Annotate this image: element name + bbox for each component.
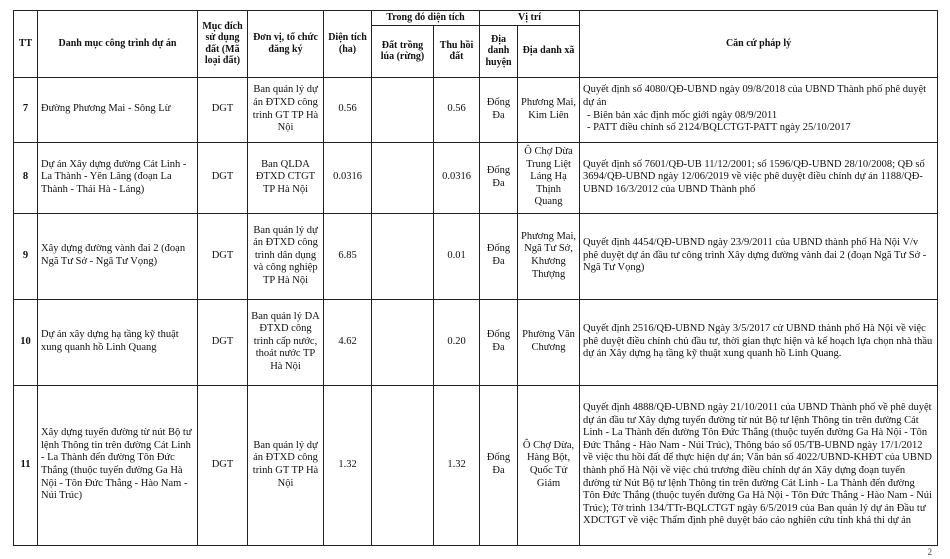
project-name: Xây dựng đường vành đai 2 (đoạn Ngã Tư Sở - Ngã Tư Vọng) xyxy=(38,213,198,299)
table-row xyxy=(14,77,938,142)
header-location: Vị trí xyxy=(480,11,580,26)
legal-basis-line: Quyết định 4888/QĐ-UBND ngày 21/10/2011 của UBND Thành phố về phê duyệt dự án đầu tư Xây dựng tuyến đường từ nút Bộ tư lệnh Thông tin trên đường Cát Linh - La Thành đến đường Tôn Đức Thắng (thuộc tuyến đường Ga Hà Nội - Tôn Đức Thắng - Hào Nam - Núi Trúc), Thông báo số 05/TB-UBND ngày 17/1/2012 về việc thu hồi đất để thực hiện dự án; Văn bản số 4022/UBND-KHĐT của UBND thành phố Hà Nội về việc chủ trương điều chỉnh dự án Xây dựng đoạn tuyến đường từ Nút Bộ tư lệnh Thông tin trên đường Cát Linh - La Thành đến đường Tôn Đức Thắng (thuộc tuyến đường Ga Hà Nội - Tôn Đức Thắng - Hào Nam - Núi Trúc); Tờ trình 134/TTr-BQLCTGT ngày 6/5/2019 của Ban quản lý dự án Đầu tư XDCTGT về việc Thẩm định phê duyệt báo cáo nghiên cứu tính khả thi dự án xyxy=(583,402,933,527)
district-name: Đống Đa xyxy=(480,142,518,213)
ward-name: Ô Chợ Dừa, Hàng Bột, Quốc Tử Giám xyxy=(518,385,580,545)
table-row xyxy=(14,142,938,213)
rice-land-value xyxy=(372,385,434,545)
legal-basis-line: - Biên bản xác định mốc giới ngày 08/9/2011 xyxy=(587,109,778,121)
legal-basis-line: Quyết định số 4080/QĐ-UBND ngày 09/8/2018 của UBND Thành phố phê duyệt dự án xyxy=(583,84,927,108)
district-name: Đống Đa xyxy=(480,299,518,385)
row-number: 9 xyxy=(14,213,38,299)
table-row xyxy=(14,299,938,385)
legal-basis xyxy=(580,142,938,213)
header-within-area: Trong đó diện tích xyxy=(372,11,480,26)
project-name: Đường Phương Mai - Sông Lừ xyxy=(38,77,198,142)
recovered-land-value: 0.0316 xyxy=(434,142,480,213)
registering-unit: Ban quản lý DA ĐTXD công trình cấp nước, thoát nước TP Hà Nội xyxy=(248,299,324,385)
row-number: 10 xyxy=(14,299,38,385)
land-purpose-code: DGT xyxy=(198,213,248,299)
table-row xyxy=(14,213,938,299)
land-purpose-code: DGT xyxy=(198,142,248,213)
header-ward: Địa danh xã xyxy=(518,25,580,77)
header-unit: Đơn vị, tổ chức đăng ký xyxy=(248,11,324,78)
area-value: 1.32 xyxy=(324,385,372,545)
registering-unit: Ban QLDA ĐTXD CTGT TP Hà Nội xyxy=(248,142,324,213)
project-name: Dự án xây dựng hạ tầng kỹ thuật xung quanh hồ Linh Quang xyxy=(38,299,198,385)
legal-basis-line: Quyết định 2516/QĐ-UBND Ngày 3/5/2017 cử UBND thành phố Hà Nội về việc phê duyệt điều chỉnh chủ đầu tư, thời gian thực hiện và kế hoạch lựa chọn nhà thầu dự án Xây dựng hạ tầng kỹ thuật xung quanh hồ Linh Quang. xyxy=(583,323,933,360)
header-project: Danh mục công trình dự án xyxy=(38,11,198,78)
row-number: 8 xyxy=(14,142,38,213)
header-purpose: Mục đích sử dụng đất (Mã loại đất) xyxy=(198,11,248,78)
ward-name: Phương Mai, Kim Liên xyxy=(518,77,580,142)
header-rice-land: Đất trồng lúa (rừng) xyxy=(372,25,434,77)
area-value: 4.62 xyxy=(324,299,372,385)
row-number: 7 xyxy=(14,77,38,142)
district-name: Đống Đa xyxy=(480,213,518,299)
header-legal-basis: Căn cứ pháp lý xyxy=(580,11,938,78)
land-purpose-code: DGT xyxy=(198,385,248,545)
registering-unit: Ban quản lý dự án ĐTXD công trình GT TP Hà Nội xyxy=(248,385,324,545)
recovered-land-value: 0.20 xyxy=(434,299,480,385)
registering-unit: Ban quản lý dự án ĐTXD công trình GT TP Hà Nội xyxy=(248,77,324,142)
rice-land-value xyxy=(372,77,434,142)
page-mark: 2 xyxy=(927,547,932,557)
ward-name: Phương Mai, Ngã Tư Sở, Khương Thượng xyxy=(518,213,580,299)
district-name: Đống Đa xyxy=(480,77,518,142)
land-purpose-code: DGT xyxy=(198,299,248,385)
land-use-table-sheet xyxy=(13,10,937,546)
legal-basis xyxy=(580,385,938,545)
header-district: Địa danh huyện xyxy=(480,25,518,77)
rice-land-value xyxy=(372,213,434,299)
legal-basis xyxy=(580,299,938,385)
recovered-land-value: 0.01 xyxy=(434,213,480,299)
header-tt: TT xyxy=(14,11,38,78)
legal-basis-line: Quyết định 4454/QĐ-UBND ngày 23/9/2011 của UBND thành phố Hà Nội V/v phê duyệt dự án đầu tư công trình Xây dựng đường vành đai 2 (đoạn Ngã Tư Sở - Ngã Tư Vọng) xyxy=(583,237,927,274)
legal-basis-line: - PATT điều chỉnh số 2124/BQLCTGT-PATT ngày 25/10/2017 xyxy=(587,122,851,134)
header-area: Diện tích (ha) xyxy=(324,11,372,78)
rice-land-value xyxy=(372,142,434,213)
legal-basis xyxy=(580,213,938,299)
project-name: Xây dựng tuyến đường từ nút Bộ tư lệnh Thông tin trên đường Cát Linh - La Thành đến đường Tôn Đức Thắng (thuộc tuyến đường Ga Hà Nội - Tôn Đức Thắng - Hào Nam - Núi Trúc) xyxy=(38,385,198,545)
land-purpose-code: DGT xyxy=(198,77,248,142)
project-name: Dự án Xây dựng đường Cát Linh - La Thành - Yên Lãng (đoạn La Thành - Thái Hà - Láng) xyxy=(38,142,198,213)
district-name: Đống Đa xyxy=(480,385,518,545)
area-value: 6.85 xyxy=(324,213,372,299)
area-value: 0.0316 xyxy=(324,142,372,213)
recovered-land-value: 1.32 xyxy=(434,385,480,545)
row-number: 11 xyxy=(14,385,38,545)
project-table xyxy=(13,10,938,546)
ward-name: Phường Văn Chương xyxy=(518,299,580,385)
registering-unit: Ban quản lý dự án ĐTXD công trình dân dụng và công nghiệp TP Hà Nội xyxy=(248,213,324,299)
legal-basis-line: Quyết định số 7601/QĐ-UB 11/12/2001; số 1596/QĐ-UBND 28/10/2008; QĐ số 3694/QĐ-UBND ngày 12/06/2019 về việc phê duyệt điều chỉnh dự án 1188/QĐ-UBND 16/3/2012 của UBND Thành phố xyxy=(583,158,925,195)
ward-name: Ô Chợ Dừa Trung Liệt Láng Hạ Thịnh Quang xyxy=(518,142,580,213)
rice-land-value xyxy=(372,299,434,385)
legal-basis xyxy=(580,77,938,142)
table-row xyxy=(14,385,938,545)
header-recovered-land: Thu hồi đất xyxy=(434,25,480,77)
area-value: 0.56 xyxy=(324,77,372,142)
recovered-land-value: 0.56 xyxy=(434,77,480,142)
